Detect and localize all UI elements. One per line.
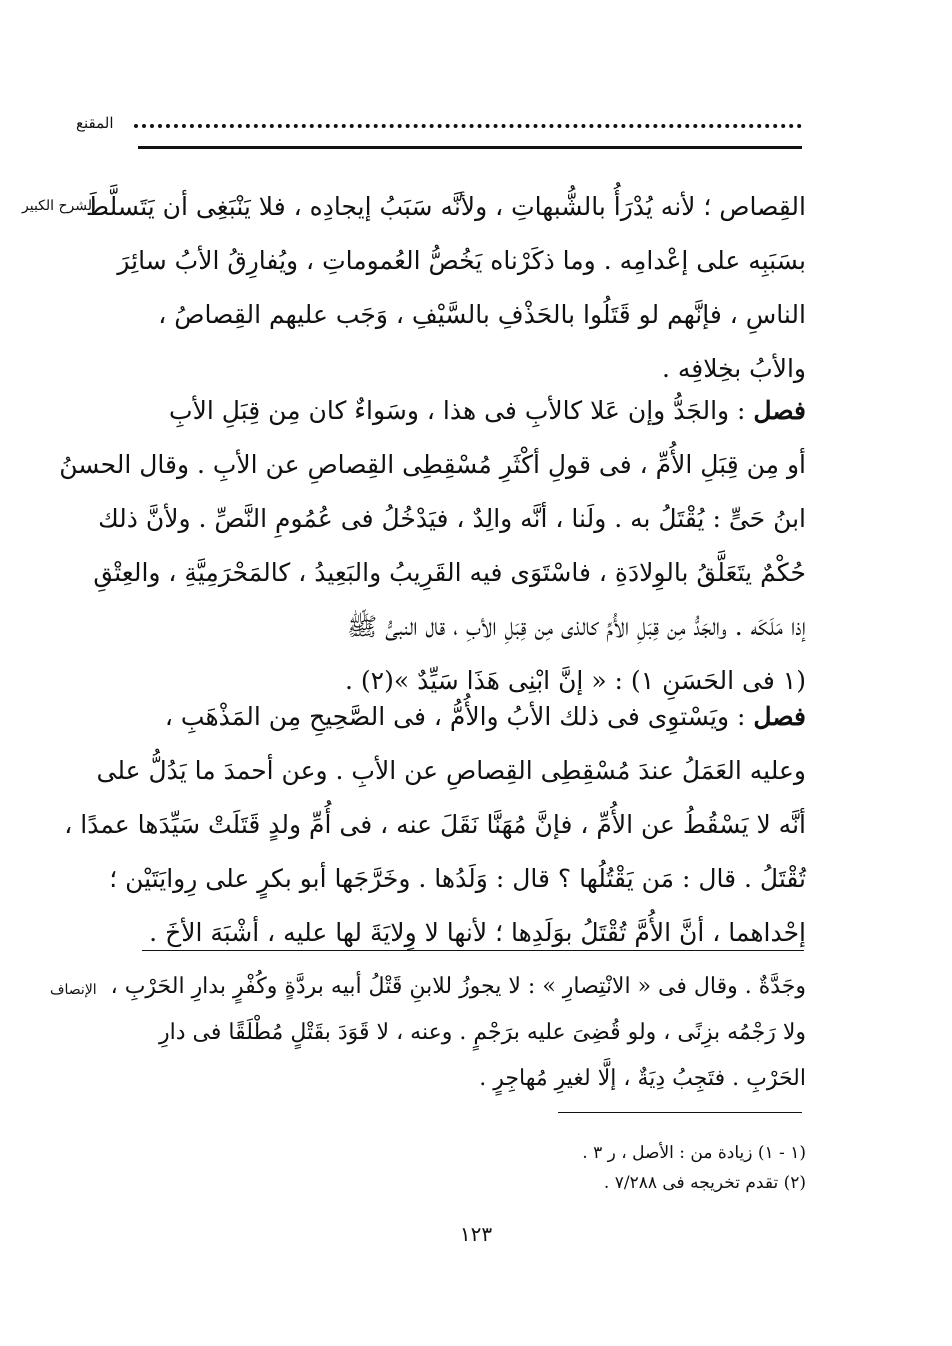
- text-line: ابنُ حَىٍّ : يُقْتَلُ به . ولَنا ، أنَّه والِدٌ ، فيَدْخُلُ فى عُمُومِ النَّصِّ . ولأنَّ ذلك: [98, 504, 806, 533]
- text-line: القِصاص ؛ لأنه يُدْرَأُ بالشُّبهاتِ ، ولأنَّه سَبَبُ إيجادِه ، فلا يَنْبَغِى أن يَتَسلَّطَ: [85, 192, 806, 221]
- footnote: (٢) تقدم تخريجه فى ٧/٢٨٨ .: [603, 1173, 806, 1193]
- text-span: : ويَسْتوِى فى ذلك الأبُ والأُمُّ ، فى الصَّحِيحِ مِن المَذْهَبِ ،: [164, 702, 754, 731]
- text-line: إحْداهما ، أنَّ الأُمَّ تُقْتَلُ بوَلَدِها ؛ لأنها لا وِلايَةَ لها عليه ، أشْبَهَ الأخَ .: [149, 918, 806, 947]
- main-paragraph-2: [59, 384, 806, 708]
- text-line: بسَبَبِه على إعْدامِه . وما ذكَرْناه يَخُصُّ العُموماتِ ، ويُفارِقُ الأبُ سائِرَ: [117, 246, 806, 275]
- header-dotted-leader: [134, 112, 802, 128]
- text-line: الناسِ ، فإنَّهم لو قَتَلُوا بالحَذْفِ بالسَّيْفِ ، وَجَب عليهم القِصاصُ ،: [158, 300, 806, 329]
- footnote-rule: [558, 1112, 802, 1113]
- text-line: أنَّه لا يَسْقُطُ عن الأُمِّ ، فإنَّ مُهَنَّا نَقَلَ عنه ، فى أُمِّ ولدٍ قَتَلَتْ سَيِّدَها عمدًا ،: [64, 810, 806, 839]
- text-line: الحَرْبِ . فتَجِبُ دِيَةٌ ، إلَّا لغيرِ مُهاجِرٍ .: [479, 1066, 806, 1091]
- text-line: [134, 384, 806, 438]
- text-line: حُكْمٌ يتَعَلَّقُ بالوِلادَةِ ، فاسْتَوَى فيه القَرِيبُ والبَعِيدُ ، كالمَحْرَمِيَّةِ ، والعِتْقِ: [93, 558, 806, 587]
- page-number: ١٢٣: [459, 1222, 493, 1246]
- text-line: والأبُ بخِلافِه .: [661, 354, 806, 383]
- text-span: : والجَدُّ وإن عَلا كالأبِ فى هذا ، وسَواءٌ كان مِن قِبَلِ الأبِ: [169, 396, 754, 425]
- text-line: وعليه العَمَلُ عندَ مُسْقِطِى القِصاصِ عن الأبِ . وعن أحمدَ ما يَدُلُّ على: [96, 756, 806, 785]
- margin-label-insaf: الإنصاف: [50, 982, 97, 998]
- section-divider: [142, 950, 804, 951]
- main-paragraph-1: [85, 180, 806, 396]
- section-heading: فصل: [753, 396, 806, 425]
- footnotes: [134, 1138, 806, 1198]
- text-line: تُقْتَلُ . قال : مَن يَقْتُلُها ؟ قال : وَلَدُها . وخَرَّجَها أبو بكرٍ على رِوايَتَيْن ؛: [109, 864, 806, 893]
- text-line: [134, 690, 806, 744]
- main-paragraph-3: [64, 690, 806, 960]
- insaf-commentary: [110, 964, 806, 1102]
- text-line: وجَدَّةٌ . وقال فى « الانْتِصارِ » : لا يجوزُ للابنِ قَتْلُ أبيه بردَّةٍ وكُفْرٍ بدارِ الحَرْبِ ،: [110, 974, 806, 999]
- text-line: (١ فى الحَسَنِ ١) : « إنَّ ابْنِى هَذَا سَيِّدٌ »(٢) .: [344, 666, 806, 695]
- section-heading: فصل: [753, 702, 806, 731]
- text-line: إذا مَلَكَه . والجَدُّ مِن قِبَلِ الأُمِّ كالذى مِن قِبَلِ الأبِ ، قال النبىُّ ﷺ: [347, 612, 806, 641]
- margin-label-sharh: الشرح الكبير: [22, 198, 96, 214]
- text-line: ولا رَجْمُه بزِنًى ، ولو قُضِىَ عليه برَجْمٍ . وعنه ، لا قَوَدَ بقَتْلٍ مُطْلَقًا فى دارِ: [159, 1020, 806, 1045]
- header-rule: [138, 146, 802, 149]
- running-header-title: المقنع: [76, 114, 114, 132]
- text-line: أو مِن قِبَلِ الأُمِّ ، فى قولِ أكْثَرِ مُسْقِطِى القِصاصِ عن الأبِ . وقال الحسنُ: [59, 450, 806, 479]
- footnote: (١ - ١) زيادة من : الأصل ، ر ٣ .: [582, 1143, 806, 1163]
